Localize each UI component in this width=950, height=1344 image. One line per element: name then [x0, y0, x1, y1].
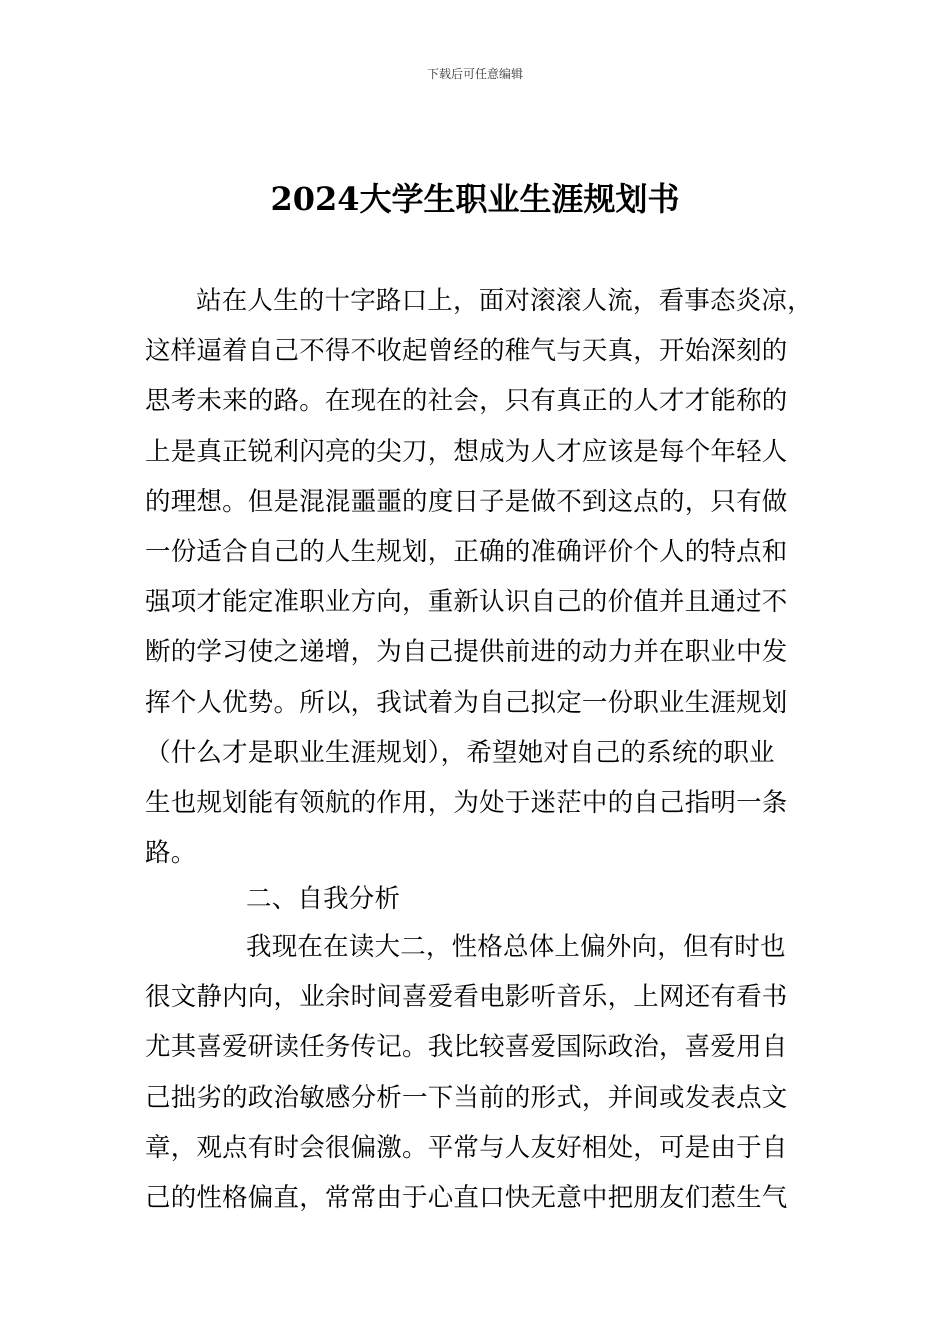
paragraph-line: 的理想。但是混混噩噩的度日子是做不到这点的，只有做 — [145, 486, 788, 517]
paragraph-line: 很文静内向，业余时间喜爱看电影听音乐，上网还有看书 — [145, 982, 788, 1013]
section-heading-block — [145, 874, 835, 924]
paragraph-line: 上是真正锐利闪亮的尖刀，想成为人才应该是每个年轻人 — [145, 436, 788, 467]
paragraph-line: 我现在在读大二，性格总体上偏外向，但有时也 — [246, 932, 786, 962]
paragraph-line: 这样逼着自己不得不收起曾经的稚气与天真，开始深刻的 — [145, 336, 788, 367]
paragraph-line: 己拙劣的政治敏感分析一下当前的形式，并间或发表点文 — [145, 1082, 788, 1113]
self-analysis-paragraph — [145, 922, 835, 1223]
paragraph-line: 站在人生的十字路口上，面对滚滚人流，看事态炎凉， — [196, 286, 813, 316]
paragraph-line: 强项才能定准职业方向，重新认识自己的价值并且通过不 — [145, 587, 788, 618]
section-heading: 二、自我分析 — [246, 884, 401, 914]
paragraph-line: 尤其喜爱研读任务传记。我比较喜爱国际政治，喜爱用自 — [145, 1032, 788, 1063]
paragraph-line: 断的学习使之递增，为自己提供前进的动力并在职业中发 — [145, 637, 788, 668]
document-title: 2024大学生职业生涯规划书 — [270, 180, 680, 218]
paragraph-line: 己的性格偏直，常常由于心直口快无意中把朋友们惹生气 — [145, 1183, 788, 1214]
paragraph-line: 思考未来的路。在现在的社会，只有真正的人才才能称的 — [145, 386, 788, 417]
intro-paragraph — [145, 276, 835, 878]
header-note: 下载后可任意编辑 — [426, 67, 523, 81]
paragraph-line: 章，观点有时会很偏激。平常与人友好相处，可是由于自 — [145, 1132, 788, 1163]
paragraph-line: 路。 — [145, 838, 197, 869]
paragraph-line: 生也规划能有领航的作用，为处于迷茫中的自己指明一条 — [145, 788, 788, 819]
paragraph-line: （什么才是职业生涯规划），希望她对自己的系统的职业 — [145, 737, 775, 768]
paragraph-line: 挥个人优势。所以，我试着为自己拟定一份职业生涯规划 — [145, 687, 788, 718]
paragraph-line: 一份适合自己的人生规划，正确的准确评价个人的特点和 — [145, 537, 788, 568]
